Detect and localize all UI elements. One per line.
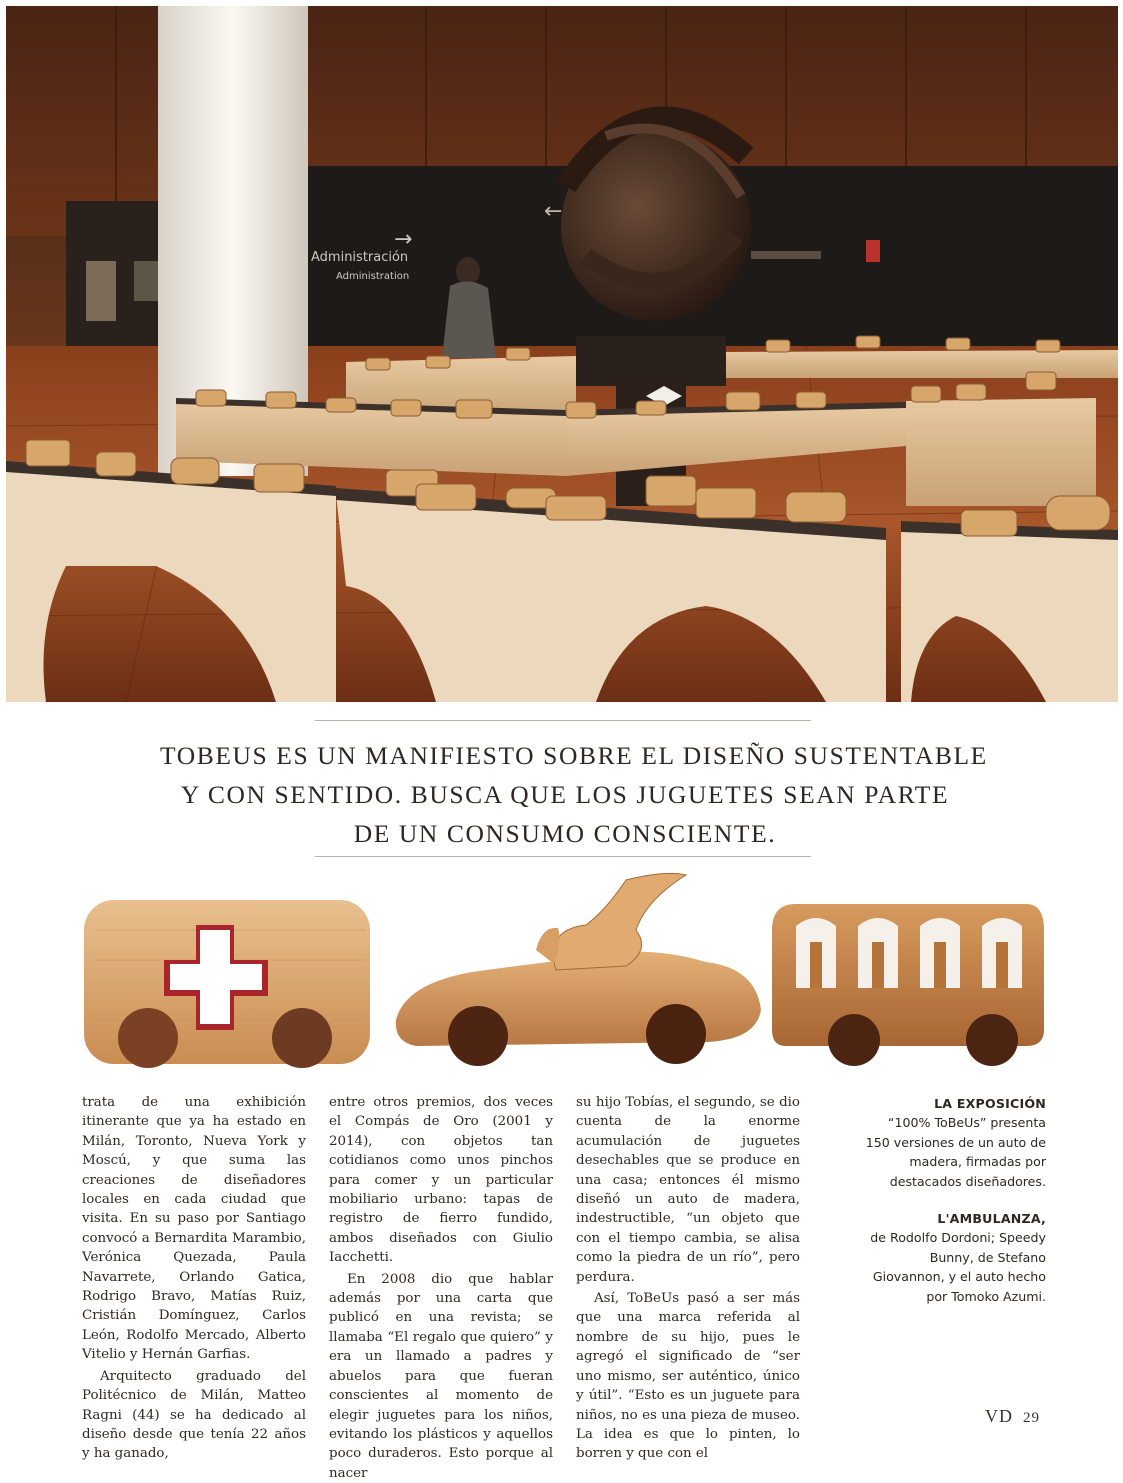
caption-exposicion — [860, 1094, 1046, 1191]
hero-photo — [6, 6, 1118, 702]
body-paragraph: trata de una exhibición itinerante que ya ha estado en Milán, Toronto, Nueva York y Moscú, y que suma las creaciones de diseñadores locales en cada ciudad que visita. En su paso por Santiago convocó a Bernardita Marambio, Verónica Quezada, Paula Navarrete, Orlando Gatica, Rodrigo Bravo, Matías Ruiz, Cristián Domínguez, Carlos León, Rodolfo Mercado, Alberto Vitelio y Hernán Garfias. — [82, 1095, 306, 1363]
toy-speedy-bunny — [396, 873, 761, 1066]
sign-back-arrow-icon: ← — [544, 199, 563, 224]
pull-quote-line: TOBEUS ES UN MANIFIESTO SOBRE EL DISEÑO SUSTENTABLE — [160, 741, 988, 770]
caption-ambulanza — [860, 1209, 1046, 1306]
exhibition-hall-illustration — [6, 6, 1118, 702]
sign-administracion: Administración — [311, 250, 409, 265]
pull-quote-line: Y CON SENTIDO. BUSCA QUE LOS JUGUETES SEAN PARTE — [180, 780, 950, 809]
body-column-2 — [329, 1093, 553, 1483]
toy-photo-strip — [66, 870, 1066, 1084]
quote-rule-top — [315, 720, 811, 721]
quote-rule-bottom — [315, 856, 811, 857]
toy-azumi-car — [772, 904, 1044, 1066]
sign-administration: Administration — [336, 271, 410, 282]
body-paragraph: Así, ToBeUs pasó a ser más que una marca referida al nombre de su hijo, pues le agregó el significado de “ser uno mismo, ser auténtico, único y útil”. “Esto es un juguete para niños, no es una pieza de museo. La idea es que lo pinten, lo borren y que con el — [576, 1291, 800, 1462]
body-column-1 — [82, 1093, 306, 1464]
body-paragraph: su hijo Tobías, el segundo, se dio cuenta de la enorme acumulación de juguetes desechables que se produce en una casa; entonces él mismo diseñó un auto de madera, indestructible, “un objeto que con el tiempo cambia, se alisa como la piedra de un río”, pero perdura. — [576, 1095, 800, 1285]
page-folio — [985, 1406, 1040, 1427]
caption-heading: L'AMBULANZA, — [937, 1211, 1046, 1227]
body-column-3 — [576, 1093, 800, 1464]
sign-arrow-icon: → — [394, 227, 413, 252]
pull-quote — [160, 736, 988, 853]
sidebar-captions — [860, 1094, 1046, 1306]
body-paragraph: En 2008 dio que hablar además por una carta que publicó en una revista; se llamaba “El regalo que quiero” y era un llamado a padres y abuelos para que fueran conscientes al momento de elegir juguetes para los niños, evitando los plásticos y aquellos poco duraderos. Esto porque al nacer — [329, 1271, 553, 1481]
magazine-name: VD — [985, 1406, 1013, 1426]
caption-text: de Rodolfo Dordoni; Speedy Bunny, de Stefano Giovannon, y el auto hecho por Tomoko Azumi. — [870, 1230, 1046, 1304]
body-paragraph: entre otros premios, dos veces el Compás de Oro (2001 y 2014), con objetos tan cotidianos como unos pinchos para comer y un particular mobiliario urbano: tapas de registro de fierro fundido, ambos diseñados con Giulio Iacchetti. — [329, 1095, 553, 1266]
toy-ambulanza — [84, 900, 370, 1068]
caption-heading: LA EXPOSICIÓN — [934, 1096, 1046, 1111]
pull-quote-line: DE UN CONSUMO CONSCIENTE. — [353, 819, 777, 848]
caption-text: “100% ToBeUs” presenta 150 versiones de un auto de madera, firmadas por destacados diseñadores. — [865, 1115, 1046, 1189]
body-paragraph: Arquitecto graduado del Politécnico de Milán, Matteo Ragni (44) se ha dedicado al diseño desde que tenía 22 años y ha ganado, — [82, 1368, 306, 1462]
page-number: 29 — [1023, 1410, 1040, 1426]
